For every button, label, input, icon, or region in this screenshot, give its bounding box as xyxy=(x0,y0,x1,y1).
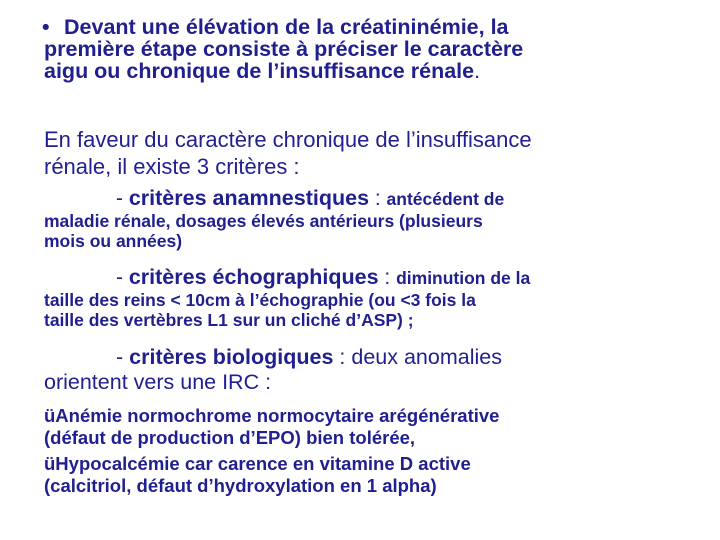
intro-line-3-text: aigu ou chronique de l’insuffisance rénale xyxy=(44,59,475,83)
criteria-intro xyxy=(44,126,704,180)
criterion-title: critères échographiques xyxy=(128,265,379,289)
check-item-hypocalcemia: üHypocalcémie car carence en vitamine D active xyxy=(44,453,471,474)
criterion-title: critères anamnestiques xyxy=(128,186,370,210)
criterion-dash: - xyxy=(116,266,129,289)
intro-line-3-end: . xyxy=(474,59,481,83)
criteria-intro-line-1: En faveur du caractère chronique de l’insuffisance xyxy=(44,127,532,152)
criterion-echographic xyxy=(44,265,704,330)
criteria-intro-line-2: rénale, il existe 3 critères : xyxy=(44,154,300,179)
intro-line-3 xyxy=(44,60,704,82)
criterion-dash: - xyxy=(116,345,130,369)
intro-line-2: première étape consiste à préciser le caractère xyxy=(44,37,524,61)
bullet-icon: • xyxy=(42,15,50,39)
criterion-anamnestic-line-2: maladie rénale, dosages élevés antérieurs (plusieurs xyxy=(44,211,483,231)
criterion-biological-heading xyxy=(44,345,704,370)
check-item-hypocalcemia-detail: (calcitriol, défaut d’hydroxylation en 1 alpha) xyxy=(44,475,437,496)
checklist xyxy=(44,403,499,499)
criterion-rest: antécédent de xyxy=(386,189,505,209)
criterion-anamnestic-line-3: mois ou années) xyxy=(44,231,183,251)
criterion-biological-line-2: orientent vers une IRC : xyxy=(44,370,272,394)
intro-paragraph xyxy=(44,16,704,82)
criterion-sep: : xyxy=(378,266,397,289)
criterion-sep: : xyxy=(333,345,352,369)
criterion-echographic-line-3: taille des vertèbres L1 sur un cliché d’ASP) ; xyxy=(44,310,414,330)
criterion-sep: : xyxy=(369,187,387,210)
check-item-anemia-detail: (défaut de production d’EPO) bien tolérée, xyxy=(44,427,416,448)
criterion-rest: deux anomalies xyxy=(351,345,502,369)
criterion-biological xyxy=(44,345,704,394)
check-item-anemia: üAnémie normochrome normocytaire arégénérative xyxy=(44,405,500,426)
intro-line-1: Devant une élévation de la créatininémie, la xyxy=(64,15,509,39)
criterion-anamnestic xyxy=(44,186,704,251)
criterion-dash: - xyxy=(116,187,129,210)
criterion-anamnestic-heading xyxy=(44,186,704,211)
criterion-echographic-heading xyxy=(44,265,704,290)
criterion-rest: diminution de la xyxy=(396,268,531,288)
criterion-echographic-line-2: taille des reins < 10cm à l’échographie (ou <3 fois la xyxy=(44,290,476,310)
criterion-title: critères biologiques xyxy=(129,345,334,369)
